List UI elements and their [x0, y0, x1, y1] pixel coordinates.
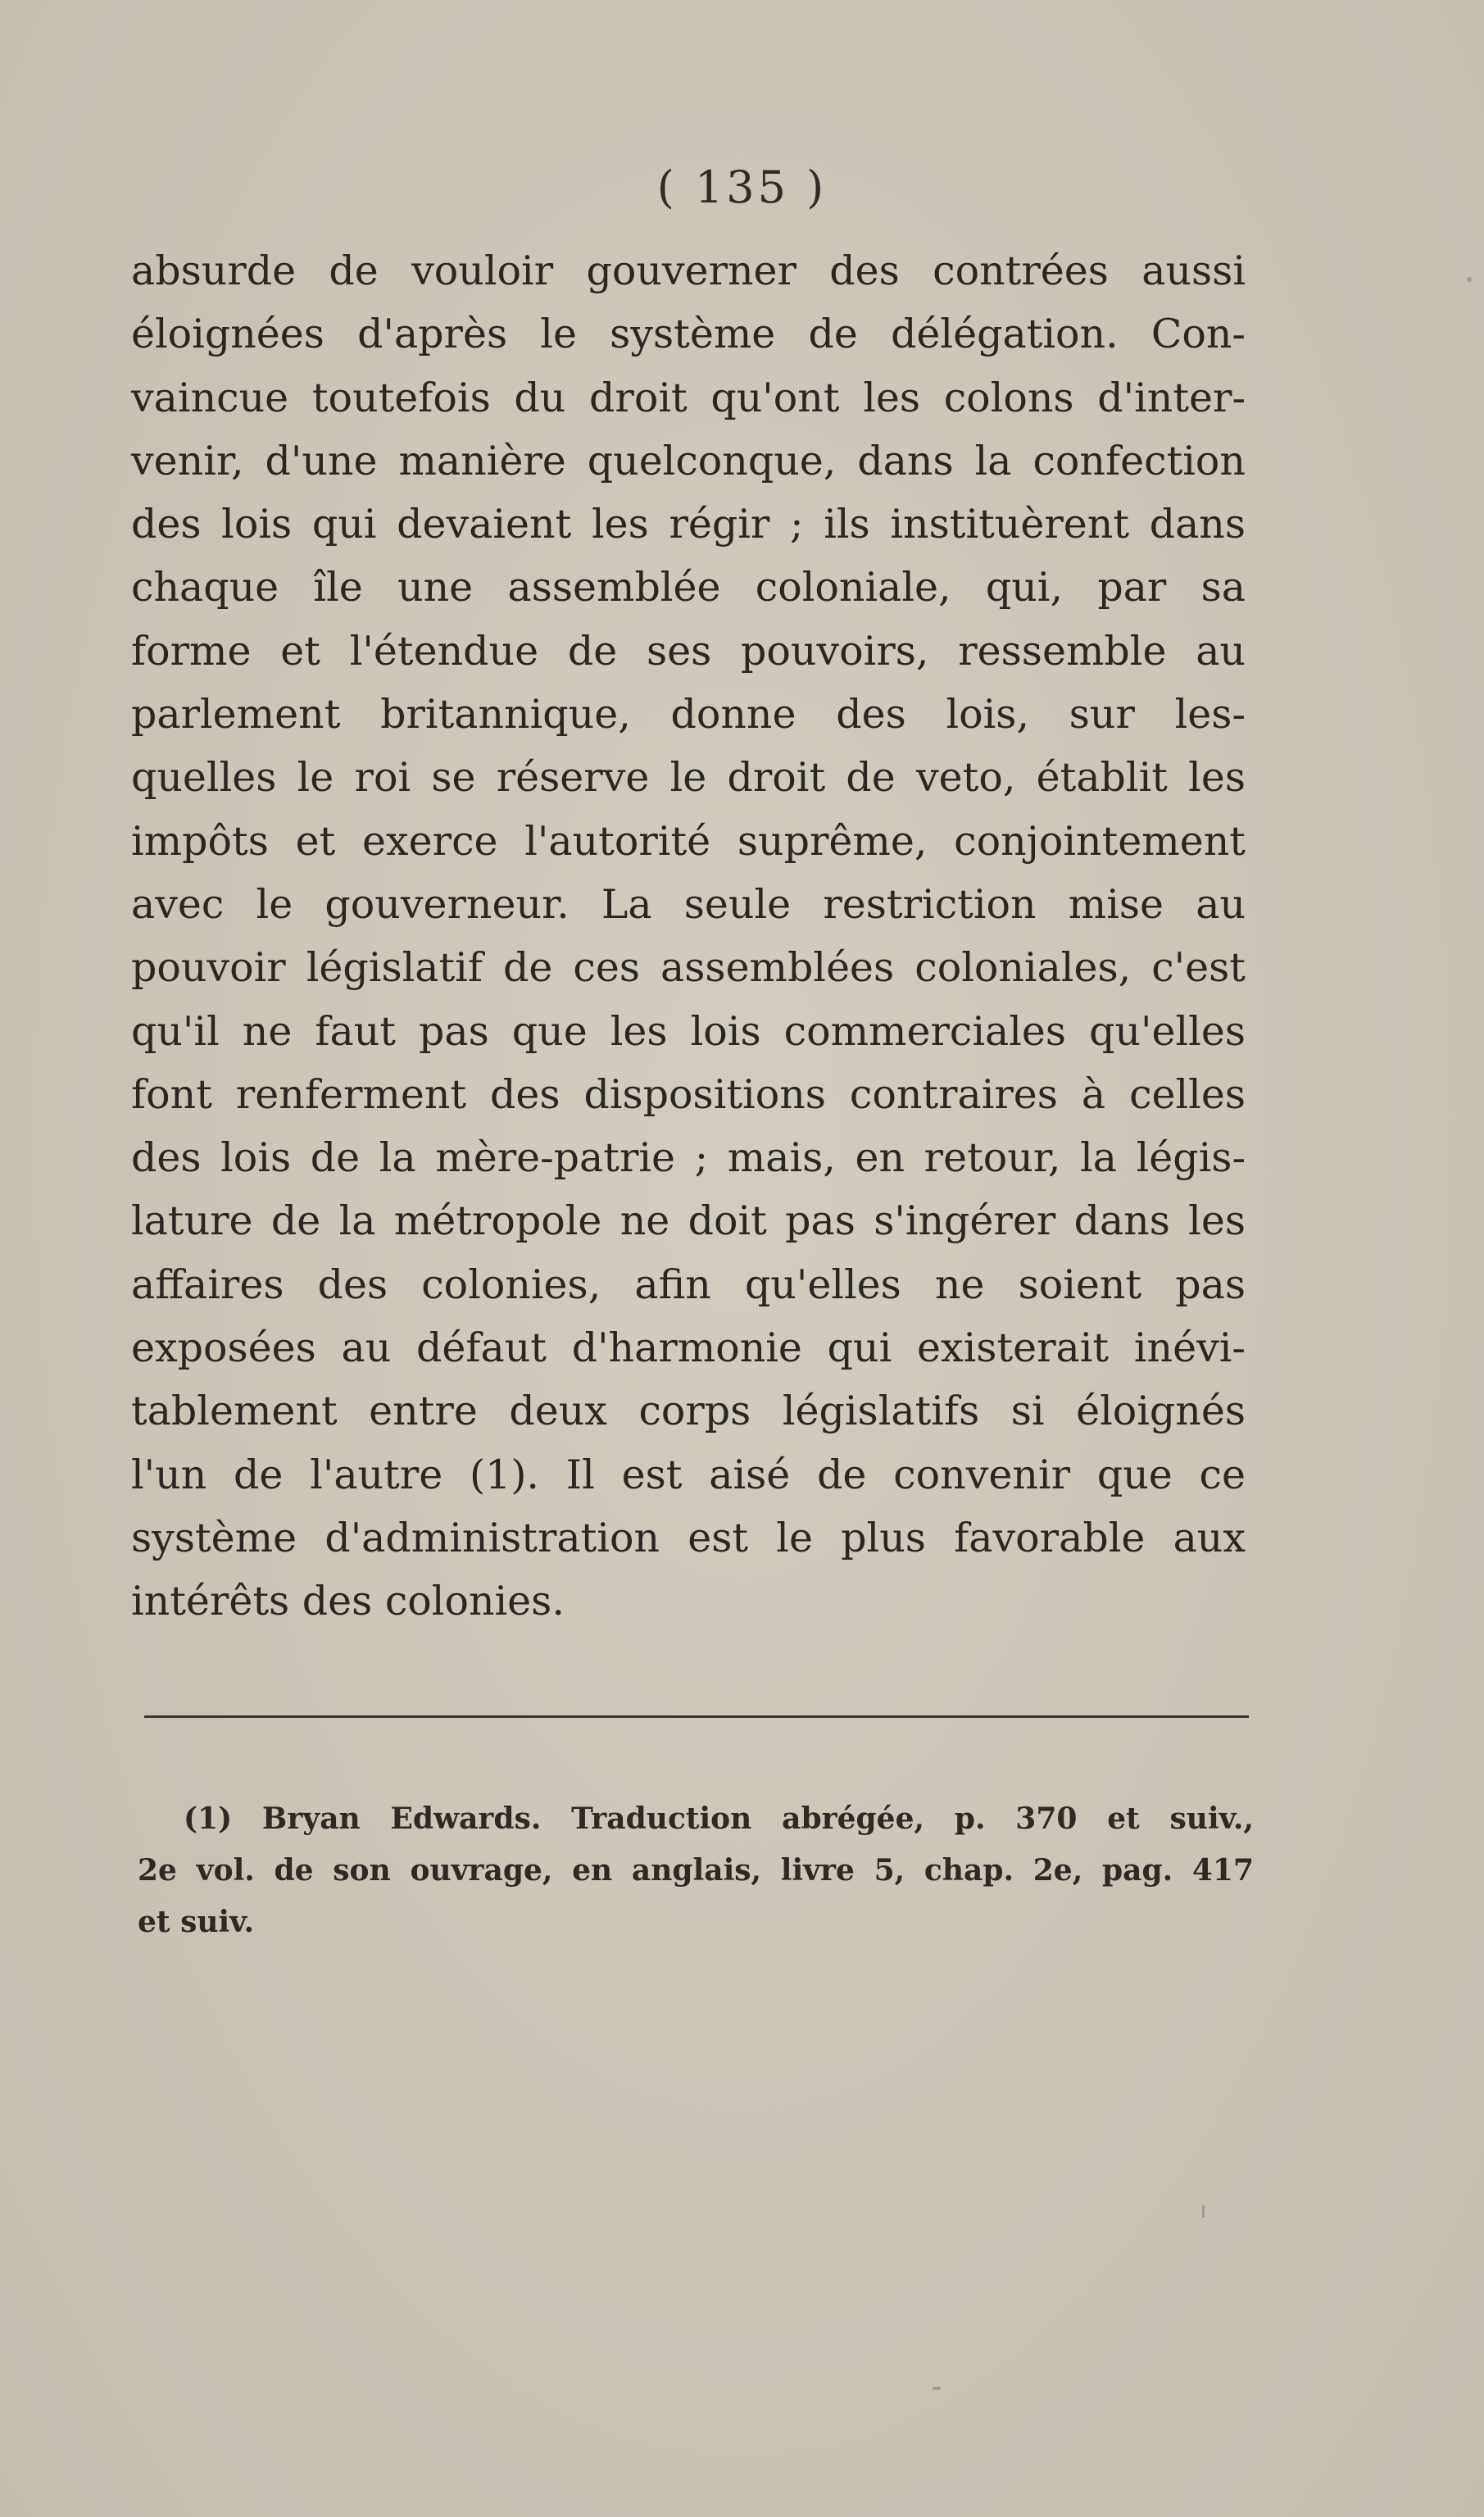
text-line: quelles le roi se réserve le droit de veto, établit les [131, 754, 1246, 802]
text-line: parlement britannique, donne des lois, sur les- [131, 691, 1246, 738]
text-line: affaires des colonies, afin qu'elles ne soient pas [131, 1261, 1246, 1308]
text-line: tablement entre deux corps législatifs si éloignés [131, 1388, 1246, 1435]
text-line: pouvoir législatif de ces assemblées coloniales, c'est [131, 944, 1246, 992]
page-number: ( 135 ) [656, 161, 828, 213]
text-line: chaque île une assemblée coloniale, qui, par sa [131, 564, 1246, 611]
text-line: des lois de la mère-patrie ; mais, en retour, la légis- [131, 1134, 1246, 1182]
body-text [131, 239, 1246, 1633]
text-line: des lois qui devaient les régir ; ils instituèrent dans [131, 501, 1246, 548]
text-line: forme et l'étendue de ses pouvoirs, ressemble au [131, 627, 1246, 675]
text-line: avec le gouverneur. La seule restriction mise au [131, 880, 1246, 928]
text-line: lature de la métropole ne doit pas s'ingérer dans les [131, 1197, 1246, 1245]
footnote-rule [144, 1715, 1249, 1718]
text-line: intérêts des colonies. [131, 1578, 565, 1625]
text-line: qu'il ne faut pas que les lois commerciales qu'elles [131, 1007, 1246, 1055]
footnote-line: 2e vol. de son ouvrage, en anglais, livre 5, chap. 2e, pag. 417 [138, 1853, 1254, 1888]
text-line: font renferment des dispositions contraires à celles [131, 1070, 1246, 1118]
paper-speck [1202, 2205, 1205, 2218]
paper-speck [1467, 277, 1472, 282]
footnote-line: et suiv. [138, 1905, 255, 1939]
paper-speck [933, 2387, 941, 2390]
text-line: l'un de l'autre (1). Il est aisé de convenir que ce [131, 1451, 1246, 1498]
text-line: vaincue toutefois du droit qu'ont les colons d'inter- [131, 374, 1246, 421]
footnote-line: (1) Bryan Edwards. Traduction abrégée, p. 370 et suiv., [184, 1801, 1254, 1836]
text-line: impôts et exerce l'autorité suprême, conjointement [131, 817, 1246, 865]
text-line: absurde de vouloir gouverner des contrées aussi [131, 248, 1246, 294]
text-line: exposées au défaut d'harmonie qui existerait inévi- [131, 1324, 1246, 1372]
text-line: éloignées d'après le système de délégation. Con- [131, 311, 1246, 358]
footnote [138, 1793, 1254, 1948]
text-line: venir, d'une manière quelconque, dans la confection [131, 437, 1246, 484]
text-line: système d'administration est le plus favorable aux [131, 1514, 1246, 1561]
